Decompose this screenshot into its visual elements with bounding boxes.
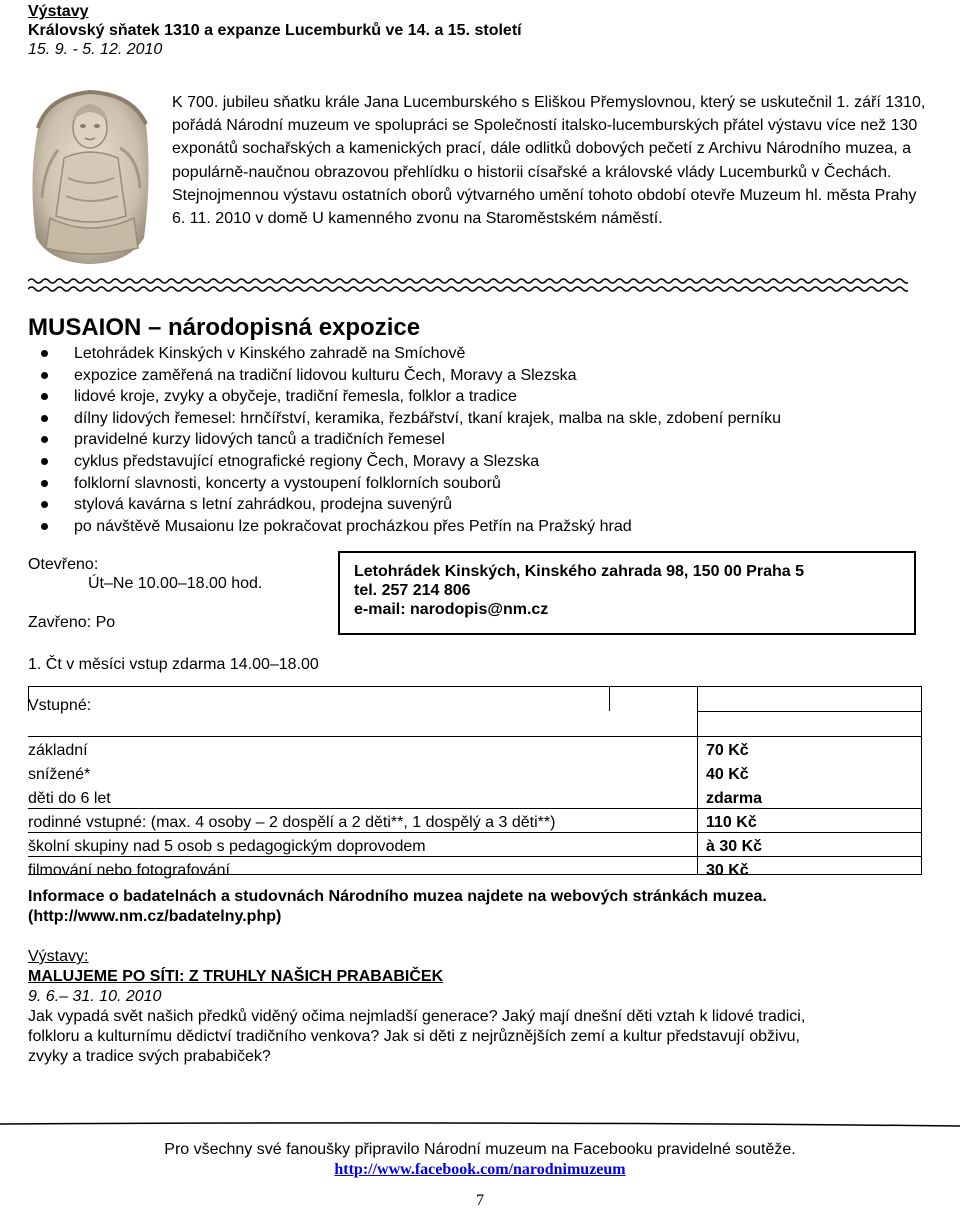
feature-list-item [28,408,781,430]
grid-line [697,711,922,712]
exhibition-title: Královský sňatek 1310 a expanze Lucemburků ve 14. a 15. století [28,22,522,39]
feature-text: folklorní slavnosti, koncerty a vystoupení folklorních souborů [74,474,501,492]
feature-text: cyklus představující etnografické regiony Čech, Moravy a Slezska [74,452,540,470]
section-category: Výstavy [28,3,89,20]
stone-relief-image [28,88,156,266]
admission-price-table [28,686,922,886]
feature-text: stylová kavárna s letní zahrádkou, prodejna suvenýrů [74,496,452,514]
grid-line [28,856,922,857]
description-tail: Stejnojmennou výstavu ostatních oborů výtvarného umění tohoto období otevře Muzeum hl. města Prahy 6. 11. 2010 v domě U kamenného zvonu na Staroměstském náměstí. [172,186,917,228]
bullet-icon [41,415,48,422]
description-lead: K 700. jubileu sňatku krále Jana Lucemburského s Eliškou Přemyslovnou, který se uskutečnil 1. září 1310, pořádá Národní muzeum ve spolupráci se Společností italsko-lucemburských přátel výstavu více než 130 exponátů sochařských a kamenických prací, dále odlitků dobových pečetí z Archivu Národního muzea, a populárně-naučnou obrazovou přehlídku o historii císařské a královské vlády Lucemburků v Čechách. [172,94,926,181]
bullet-icon [41,458,48,465]
facebook-note: Pro všechny své fanoušky připravilo Národní muzeum na Facebooku pravidelné soutěže. [164,1141,796,1158]
grid-line [697,686,698,875]
price-row-value: 70 Kč [706,742,749,759]
feature-list-item [28,494,781,516]
exhibition-2-text-line: zvyky a tradice svých prababiček? [28,1048,271,1065]
price-row-label: školní skupiny nad 5 osob s pedagogickým doprovodem [28,838,426,855]
grid-line [28,686,922,687]
feature-text: dílny lidových řemesel: hrnčířství, keramika, řezbářství, tkaní krajek, malba na skle, zdobení perníku [74,409,781,427]
facebook-link[interactable]: http://www.facebook.com/narodnimuzeum [334,1161,626,1178]
bullet-icon [41,436,48,443]
exhibition-2 [28,947,805,1067]
price-row-value: zdarma [706,790,763,807]
free-entry-note: 1. Čt v měsíci vstup zdarma 14.00–18.00 [28,656,319,673]
exhibition-dates: 15. 9. - 5. 12. 2010 [28,41,163,58]
feature-text: Letohrádek Kinských v Kinského zahradě na Smíchově [74,345,466,362]
grid-line [921,686,922,875]
musaion-title: MUSAION – národopisná expozice [28,314,421,341]
price-row-value: 110 Kč [706,814,757,831]
research-info-url[interactable]: (http://www.nm.cz/badatelny.php) [28,908,282,925]
price-row-label: rodinné vstupné: (max. 4 osoby – 2 dospělí a 2 děti**, 1 dospělý a 3 děti**) [28,814,556,831]
phone-line: tel. 257 214 806 [354,582,471,599]
price-row-value: 30 Kč [706,862,749,879]
feature-text: po návštěvě Musaionu lze pokračovat procházkou přes Petřín na Pražský hrad [74,517,632,535]
page-number: 7 [476,1192,484,1209]
feature-text: expozice zaměřená na tradiční lidovou kulturu Čech, Moravy a Slezska [74,366,577,384]
price-row-label: snížené* [28,766,91,783]
feature-list-item [28,343,781,365]
research-info [28,887,767,927]
closed-value: Po [95,614,116,631]
musaion-feature-list [28,343,781,537]
email-line: e-mail: narodopis@nm.cz [354,601,549,618]
exhibition-description [172,91,932,230]
feature-list-item [28,386,781,408]
bullet-icon [41,350,48,357]
price-row-label: filmování nebo fotografování [28,862,230,879]
exhibition-2-title: MALUJEME PO SÍTI: Z TRUHLY NAŠICH PRABABIČEK [28,968,444,985]
grid-line [28,808,922,809]
price-heading: Vstupné: [28,697,92,714]
address-line: Letohrádek Kinských, Kinského zahrada 98, 150 00 Praha 5 [354,563,804,580]
feature-list-item [28,516,781,538]
price-row-label: základní [28,742,88,759]
bullet-icon [41,393,48,400]
closed-label: Zavřeno: [28,614,92,631]
bullet-icon [41,523,48,530]
bullet-icon [41,372,48,379]
feature-text: lidové kroje, zvyky a obyčeje, tradiční řemesla, folklor a tradice [74,388,517,406]
footer-divider [0,1121,960,1129]
exhibition-2-text-line: Jak vypadá svět našich předků viděný očima nejmladší generace? Jaký mají dnešní děti vztah k lidové tradici, [28,1008,806,1025]
feature-list-item [28,473,781,495]
feature-text: pravidelné kurzy lidových tanců a tradičních řemesel [74,431,445,449]
closed-row [28,613,262,632]
feature-list-item [28,451,781,473]
exhibition-header [28,2,522,59]
open-hours-value: Út–Ne 10.00–18.00 hod. [88,575,263,592]
address-box [338,551,916,635]
bullet-icon [41,501,48,508]
exhibition-2-category: Výstavy: [28,948,89,965]
grid-line [28,832,922,833]
opening-hours [28,555,262,632]
grid-line [28,736,922,737]
wavy-separator [28,272,908,298]
price-row-value: 40 Kč [706,766,749,783]
feature-list-item [28,429,781,451]
feature-list-item [28,365,781,387]
price-row-value: à 30 Kč [706,838,763,855]
exhibition-2-text-line: folkloru a kulturnímu dědictví tradičního venkova? Jak si děti z nejrůznějších zemí a kultur představují obživu, [28,1028,800,1045]
price-row-label: děti do 6 let [28,790,111,807]
exhibition-2-dates: 9. 6.– 31. 10. 2010 [28,988,162,1005]
bullet-icon [41,480,48,487]
open-label: Otevřeno: [28,556,99,573]
grid-line [609,686,610,711]
research-info-line: Informace o badatelnách a studovnách Národního muzea najdete na webových stránkách muzea. [28,888,767,905]
